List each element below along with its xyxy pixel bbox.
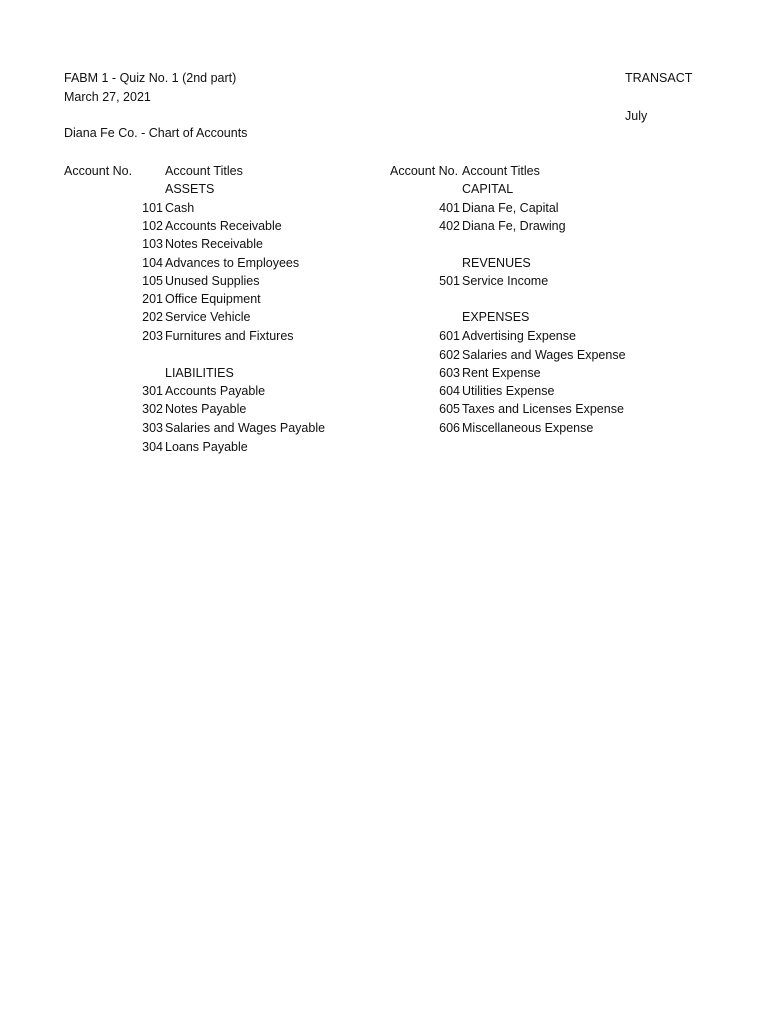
account-number: 101 xyxy=(142,201,163,215)
account-title: Miscellaneous Expense xyxy=(462,421,594,435)
account-number: 501 xyxy=(439,274,460,288)
account-title: Taxes and Licenses Expense xyxy=(462,402,624,416)
account-number: 203 xyxy=(142,329,163,343)
account-number: 402 xyxy=(439,219,460,233)
account-title: Salaries and Wages Payable xyxy=(165,421,326,435)
account-title: Service Income xyxy=(462,274,549,288)
transact-heading: TRANSACT xyxy=(625,71,693,85)
month-label: July xyxy=(625,109,648,123)
left-account-no-header: Account No. xyxy=(64,164,133,178)
account-number: 201 xyxy=(142,292,163,306)
account-title: Salaries and Wages Expense xyxy=(462,348,626,362)
account-title: Loans Payable xyxy=(165,440,248,454)
account-number: 401 xyxy=(439,201,460,215)
account-number: 604 xyxy=(439,384,460,398)
account-title: Diana Fe, Capital xyxy=(462,201,559,215)
account-title: Unused Supplies xyxy=(165,274,260,288)
account-title: Furnitures and Fixtures xyxy=(165,329,294,343)
account-title: Cash xyxy=(165,201,195,215)
account-title: Diana Fe, Drawing xyxy=(462,219,566,233)
account-title: Advertising Expense xyxy=(462,329,576,343)
account-number: 301 xyxy=(142,384,163,398)
account-number: 104 xyxy=(142,256,163,270)
account-title: Rent Expense xyxy=(462,366,541,380)
account-title: Advances to Employees xyxy=(165,256,300,270)
capital-heading: CAPITAL xyxy=(462,182,514,196)
account-number: 606 xyxy=(439,421,460,435)
account-title: Notes Receivable xyxy=(165,237,263,251)
account-number: 202 xyxy=(142,310,163,324)
account-title: Notes Payable xyxy=(165,402,247,416)
right-account-no-header: Account No. xyxy=(390,164,459,178)
account-number: 103 xyxy=(142,237,163,251)
account-number: 303 xyxy=(142,421,163,435)
account-number: 102 xyxy=(142,219,163,233)
quiz-date: March 27, 2021 xyxy=(64,90,151,104)
account-title: Office Equipment xyxy=(165,292,261,306)
left-account-titles-header: Account Titles xyxy=(165,164,243,178)
quiz-title: FABM 1 - Quiz No. 1 (2nd part) xyxy=(64,71,237,85)
right-account-titles-header: Account Titles xyxy=(462,164,540,178)
account-number: 602 xyxy=(439,348,460,362)
account-number: 105 xyxy=(142,274,163,288)
revenues-heading: REVENUES xyxy=(462,256,531,270)
assets-heading: ASSETS xyxy=(165,182,215,196)
expenses-heading: EXPENSES xyxy=(462,310,530,324)
account-title: Accounts Payable xyxy=(165,384,266,398)
liabilities-heading: LIABILITIES xyxy=(165,366,234,380)
account-number: 601 xyxy=(439,329,460,343)
account-number: 603 xyxy=(439,366,460,380)
account-number: 605 xyxy=(439,402,460,416)
account-title: Utilities Expense xyxy=(462,384,555,398)
chart-of-accounts-title: Diana Fe Co. - Chart of Accounts xyxy=(64,126,248,140)
account-number: 302 xyxy=(142,402,163,416)
account-title: Accounts Receivable xyxy=(165,219,282,233)
account-number: 304 xyxy=(142,440,163,454)
account-title: Service Vehicle xyxy=(165,310,251,324)
